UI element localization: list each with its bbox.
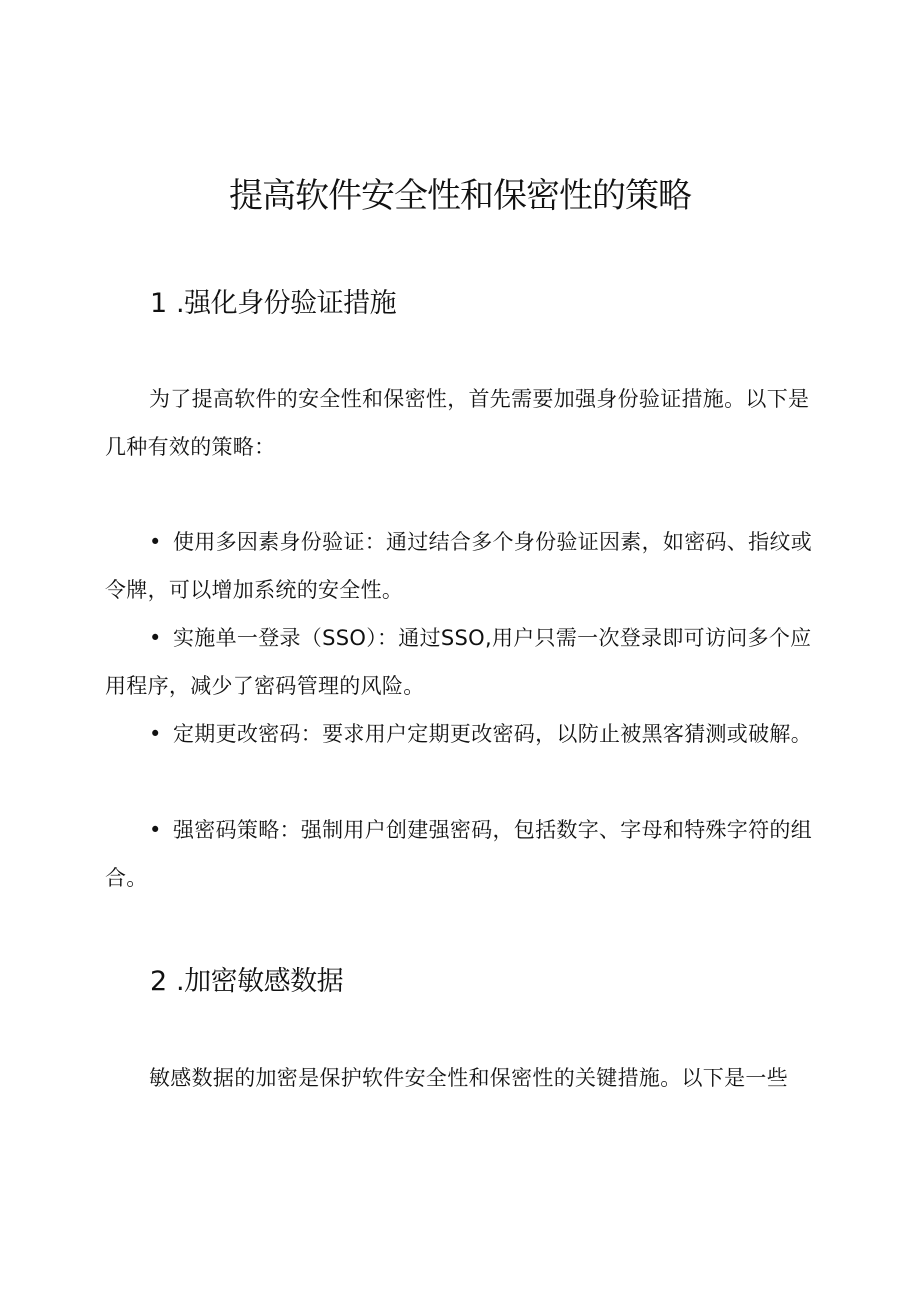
bullet-item <box>105 518 817 614</box>
section-heading-text: .加密敏感数据 <box>176 966 344 997</box>
section-heading-text: .强化身份验证措施 <box>176 288 397 319</box>
paragraph-text: 敏感数据的加密是保护软件安全性和保密性的关键措施。以下是一些 <box>149 1066 788 1090</box>
document-title: 提高软件安全性和保密性的策略 <box>229 176 691 216</box>
bullet-text: 使用多因素身份验证：通过结合多个身份验证因素，如密码、指纹或令牌，可以增加系统的安全性。 <box>105 530 812 602</box>
bullet-text: 强密码策略：强制用户创建强密码，包括数字、字母和特殊字符的组合。 <box>105 818 812 890</box>
bullet-item <box>105 806 817 902</box>
section-number: 2 <box>150 966 167 997</box>
bullet-text: 定期更改密码：要求用户定期更改密码，以防止被黑客猜测或破解。 <box>173 722 812 746</box>
section-intro-paragraph-1 <box>105 375 815 471</box>
bullet-text: 实施单一登录（SSO）：通过SSO,用户只需一次登录即可访问多个应用程序，减少了密码管理的风险。 <box>105 626 812 698</box>
paragraph-text: 为了提高软件的安全性和保密性，首先需要加强身份验证措施。以下是几种有效的策略： <box>105 387 810 459</box>
section-heading-1 <box>150 284 396 324</box>
bullet-symbol: • <box>149 530 162 554</box>
bullet-symbol: • <box>149 722 162 746</box>
bullet-symbol: • <box>149 818 162 842</box>
section-number: 1 <box>150 288 167 319</box>
bullet-symbol: • <box>149 626 162 650</box>
section-heading-2 <box>150 962 343 1002</box>
bullet-item <box>105 710 817 758</box>
section-intro-paragraph-2 <box>105 1054 815 1102</box>
bullet-item <box>105 614 817 710</box>
